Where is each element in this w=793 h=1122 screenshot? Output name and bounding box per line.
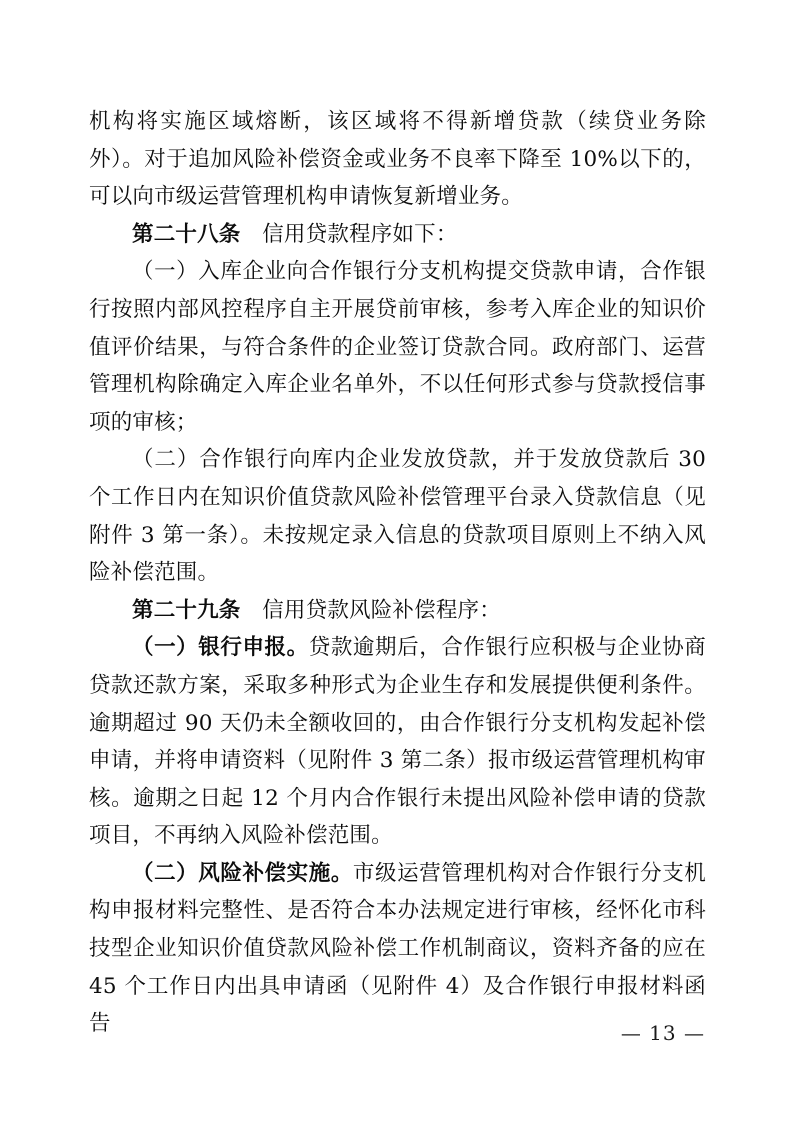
continuation-paragraph <box>89 103 706 216</box>
paragraph-text: 机构将实施区域熔断，该区域将不得新增贷款（续贷业务除外）。对于追加风险补偿资金或业务不良率下降至 10%以下的，可以向市级运营管理机构申请恢复新增业务。 <box>89 109 706 210</box>
paragraph-text: 贷款逾期后，合作银行应积极与企业协商贷款还款方案，采取多种形式为企业生存和发展提供便利条件。逾期超过 90 天仍未全额收回的，由合作银行分支机构发起补偿申请，并将申请资料（见附件 3 第二条）报市级运营管理机构审核。逾期之日起 12 个月内合作银行未提出风险补偿申请的贷款项目，不再纳入风险补偿范围。 <box>89 635 706 849</box>
paragraph-text: 市级运营管理机构对合作银行分支机构申报材料完整性、是否符合本办法规定进行审核，经怀化市科技型企业知识价值贷款风险补偿工作机制商议，资料齐备的应在 45 个工作日内出具申请函（见附件 4）及合作银行申报材料函告 <box>89 860 706 1037</box>
article-number: 第二十九条 <box>132 597 241 623</box>
article-28-item-2 <box>89 441 706 591</box>
article-28-item-1 <box>89 253 706 441</box>
article-title: 信用贷款程序如下： <box>240 221 458 247</box>
paragraph-text: （一）入库企业向合作银行分支机构提交贷款申请，合作银行按照内部风控程序自主开展贷前审核，参考入库企业的知识价值评价结果，与符合条件的企业签订贷款合同。政府部门、运营管理机构除确定入库企业名单外，不以任何形式参与贷款授信事项的审核； <box>89 259 706 435</box>
article-28-heading <box>89 216 706 254</box>
article-29-item-2 <box>89 855 706 1043</box>
paragraph-bold-lead: （二）风险补偿实施。 <box>132 860 353 886</box>
article-title: 信用贷款风险补偿程序： <box>240 597 501 623</box>
document-body <box>89 103 706 1043</box>
paragraph-text: （二）合作银行向库内企业发放贷款，并于发放贷款后 30 个工作日内在知识价值贷款风险补偿管理平台录入贷款信息（见附件 3 第一条）。未按规定录入信息的贷款项目原则上不纳入风险补偿范围。 <box>89 447 706 586</box>
article-number: 第二十八条 <box>132 221 241 247</box>
page-number: — 13 — <box>620 1021 705 1045</box>
article-29-item-1 <box>89 629 706 855</box>
article-29-heading <box>89 592 706 630</box>
paragraph-bold-lead: （一）银行申报。 <box>132 635 309 661</box>
